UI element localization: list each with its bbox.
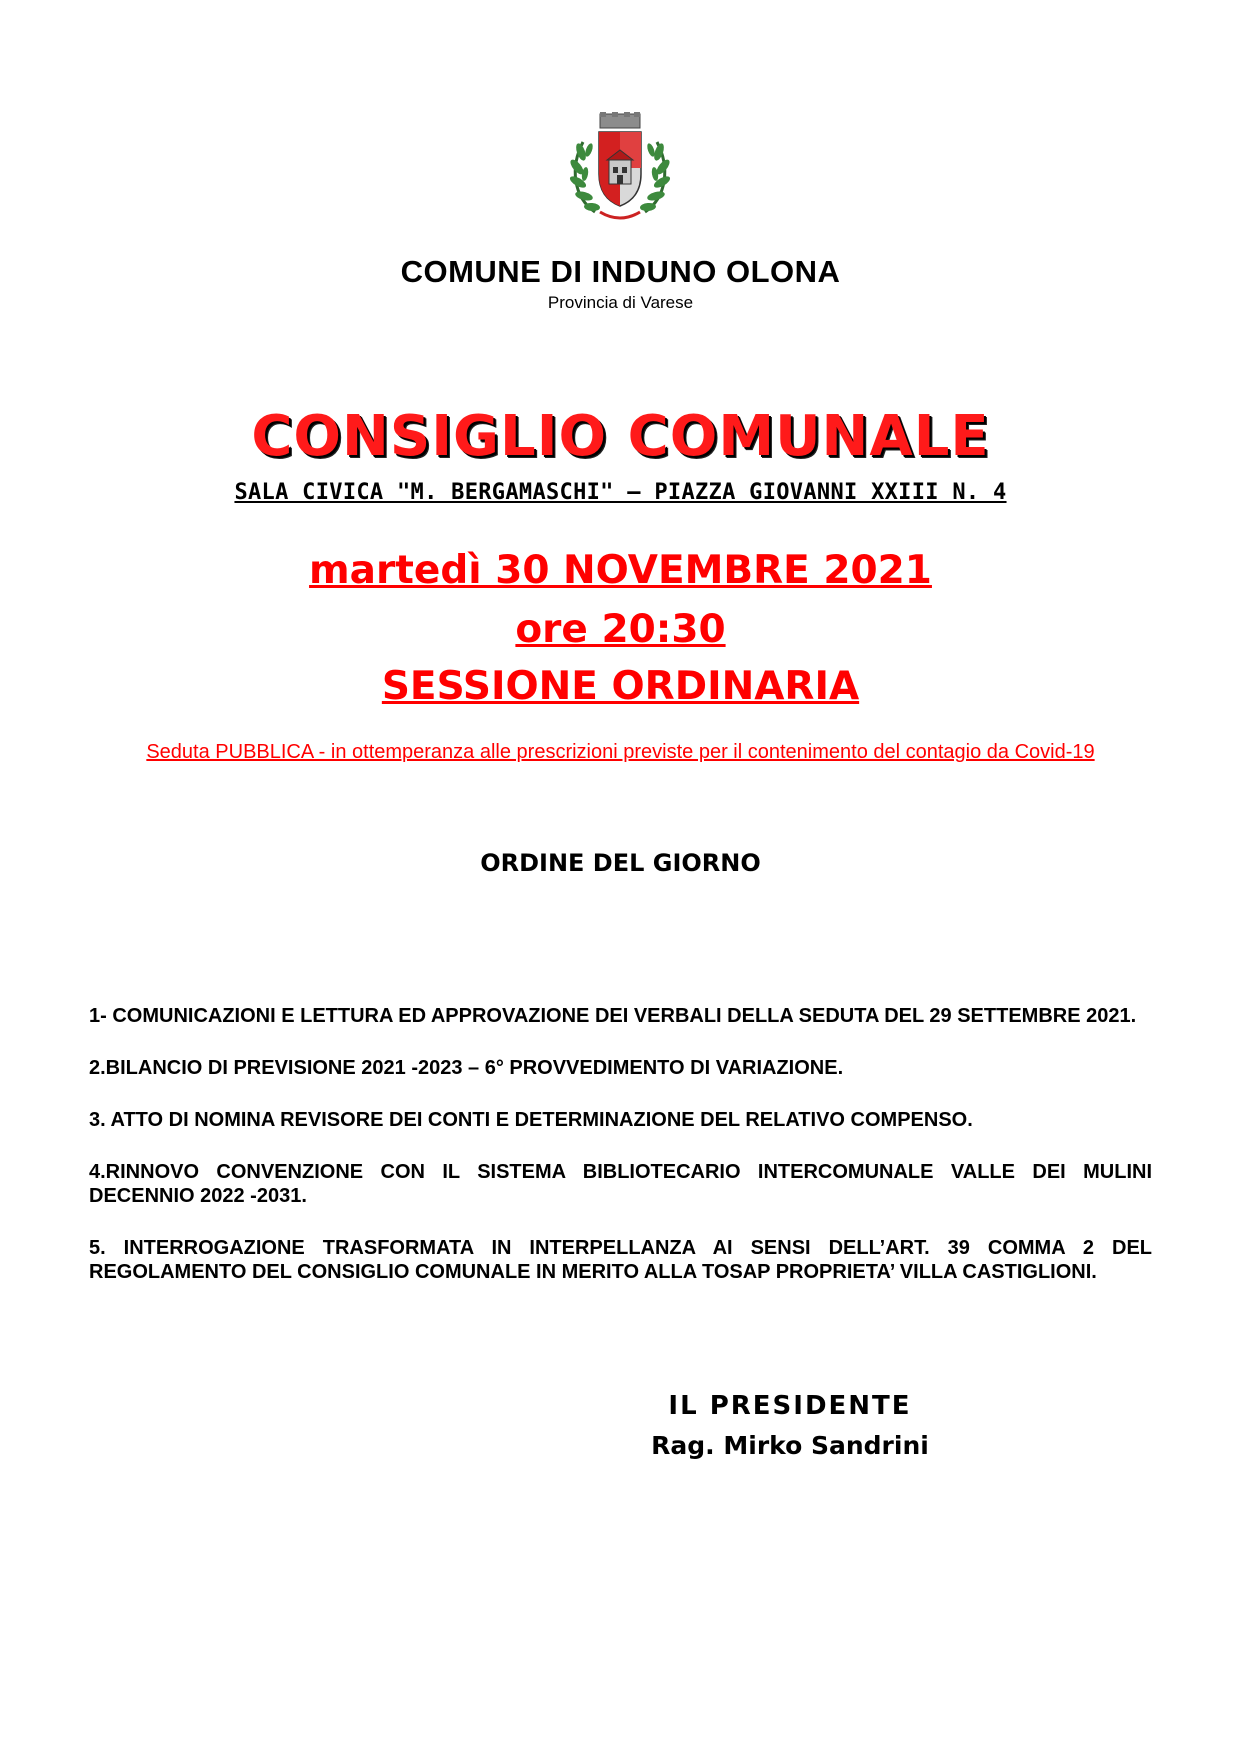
municipal-coat-of-arms-icon — [565, 112, 675, 232]
municipality-name: COMUNE DI INDUNO OLONA — [400, 254, 841, 289]
signatory-role: IL PRESIDENTE — [668, 1391, 912, 1421]
agenda-title: ORDINE DEL GIORNO — [480, 849, 761, 877]
agenda-item: 4.RINNOVO CONVENZIONE CON IL SISTEMA BIBLIOTECARIO INTERCOMUNALE VALLE DEI MULINI DECENNIO 2022 -2031. — [89, 1161, 1152, 1207]
signatory-name: Rag. Mirko Sandrini — [651, 1431, 929, 1460]
public-session-notice: Seduta PUBBLICA - in ottemperanza alle prescrizioni previste per il contenimento del contagio da Covid-19 — [146, 741, 1095, 763]
meeting-venue: SALA CIVICA "M. BERGAMASCHI" – PIAZZA GIOVANNI XXIII N. 4 — [234, 480, 1007, 505]
agenda-item: 3. ATTO DI NOMINA REVISORE DEI CONTI E DETERMINAZIONE DEL RELATIVO COMPENSO. — [89, 1109, 973, 1131]
agenda-item: 1- COMUNICAZIONI E LETTURA ED APPROVAZIONE DEI VERBALI DELLA SEDUTA DEL 29 SETTEMBRE 2021. — [89, 1005, 1137, 1027]
province-name: Provincia di Varese — [547, 293, 694, 312]
meeting-title: CONSIGLIO COMUNALE — [251, 404, 990, 469]
meeting-session: SESSIONE ORDINARIA — [381, 664, 860, 709]
agenda-item: 2.BILANCIO DI PREVISIONE 2021 -2023 – 6° PROVVEDIMENTO DI VARIAZIONE. — [89, 1057, 844, 1079]
meeting-time: ore 20:30 — [515, 607, 726, 652]
agenda-item: 5. INTERROGAZIONE TRASFORMATA IN INTERPELLANZA AI SENSI DELL’ART. 39 COMMA 2 DEL REGOLAMENTO DEL CONSIGLIO COMUNALE IN MERITO ALLA TOSAP PROPRIETA’ VILLA CASTIGLIONI. — [89, 1237, 1152, 1283]
agenda-list — [89, 1004, 1152, 1284]
meeting-date: martedì 30 NOVEMBRE 2021 — [309, 548, 932, 593]
